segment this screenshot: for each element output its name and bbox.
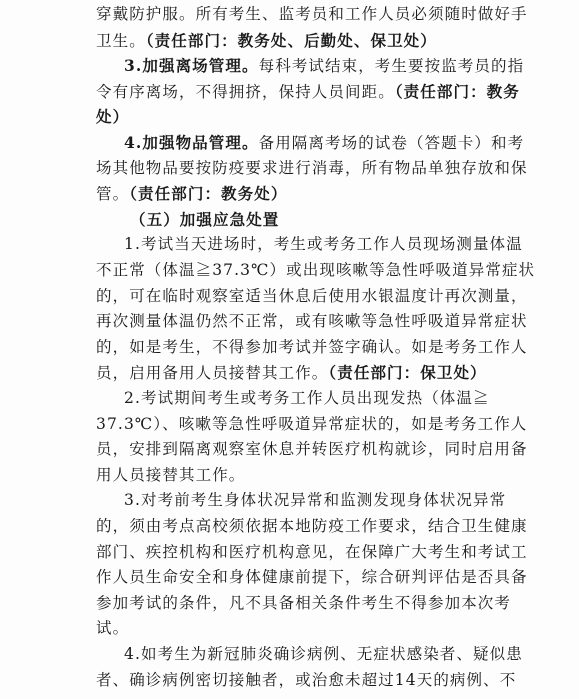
document-line [96,309,528,335]
document-line [96,412,527,438]
bold-text-run: （责任部门：教务处） [129,184,288,204]
document-line [96,514,528,540]
text-run: 场其他物品要按防疫要求进行消毒，所有物品单独存放和保 [96,158,528,177]
text-run: 穿戴防护服。所有考生、监考员和工作人员必须随时做好手 [96,5,528,23]
document-line [96,591,511,617]
text-run: 的，如是考生，不得参加考试并签字确认。如是考务工作人 [96,337,528,356]
text-run: 1.考试当天进场时，考生或考务工作人员现场测量体温 [124,235,523,254]
text-run: 4.如考生为新冠肺炎确诊病例、无症状感染者、疑似患 [124,645,523,663]
text-run: 员，安排到隔离观察室休息并转医疗机构就诊，同时启用备 [96,440,528,459]
text-run: 员，启用备用人员接替其工作。 [96,364,329,383]
text-run: 试。 [96,619,130,638]
document-line [124,130,524,156]
document-line [96,28,437,54]
bold-text-run: 处） [96,107,130,127]
text-run: 部门、疾控机构和医疗机构意见，在保障广大考生和考试工 [96,542,528,561]
text-run: 令有序离场，不得拥挤，保持人员间距。 [96,82,395,101]
bold-text-run: （责任部门：保卫处） [328,363,487,383]
document-line [124,232,523,258]
document-line [96,540,528,566]
document-line [96,335,528,361]
text-run: 作人员生命安全和身体健康前提下，综合研判评估是否具备 [96,568,528,587]
text-run: 37.3℃）、咳嗽等急性呼吸道异常症状的，如是考务工作人 [96,414,528,433]
document-line [96,258,535,284]
document-line [124,53,524,79]
document-line [96,181,287,207]
text-run: 不正常（体温≧37.3℃）或出现咳嗽等急性呼吸道异常症状 [96,261,536,279]
text-run: 每科考试结束，考生要按监考员的指 [258,57,525,76]
text-run: 用人员接替其工作。 [96,465,246,484]
document-line [96,2,528,28]
document-line [96,360,487,386]
text-run: 的，可在临时观察室适当休息后使用水银温度计再次测量， [96,286,528,305]
text-run: 2.考试期间考生或考务工作人员出现发热（体温≧ [124,389,490,407]
bold-text-run: （五）加强应急处置 [130,209,280,229]
document-line [96,463,245,489]
document-line [130,207,279,233]
text-run: 参加考试的条件，凡不具备相关条件考生不得参加本次考 [96,593,512,612]
text-run: 的，须由考点高校须依据本地防疫工作要求，结合卫生健康 [96,517,528,535]
text-run: 管。 [96,185,130,204]
text-run: 再次测量体温仍然不正常，或有咳嗽等急性呼吸道异常症状 [96,312,528,331]
text-run: 3.对考前考生身体状况异常和监测发现身体状况异常 [124,491,507,510]
document-line [96,668,516,694]
document-line [96,565,528,591]
document-line [96,79,520,105]
bold-text-run: （责任部门：教务处、后勤处、保卫处） [145,30,437,50]
text-run: 备用隔离考场的试卷（答题卡）和考 [258,134,525,152]
bold-text-run: （责任部门：教务 [394,81,520,101]
document-line [96,437,528,463]
document-line [96,156,528,182]
document-line [124,488,506,514]
text-run: 者、确诊病例密切接触者，或治愈未超过14天的病例、不 [96,670,517,689]
text-run: 卫生。 [96,31,146,50]
document-line [124,642,523,668]
document-line [96,104,129,130]
bold-text-run: 3.加强离场管理。 [124,56,259,76]
document-line [96,284,528,310]
document-line [96,616,129,642]
document-line [124,386,490,412]
bold-text-run: 4.加强物品管理。 [124,133,259,152]
